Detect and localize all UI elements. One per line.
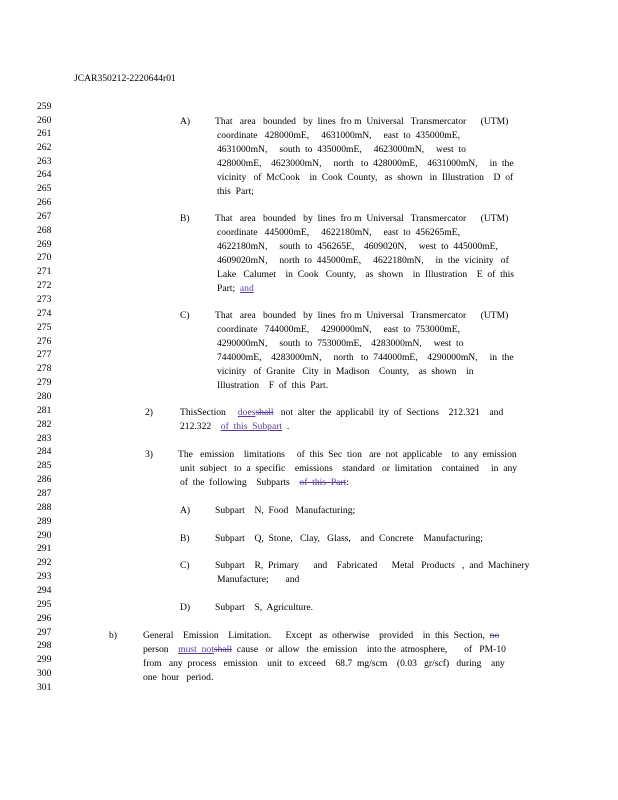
- subitem-text: Subpart S, Agriculture.: [215, 602, 314, 613]
- line-number: 264: [37, 169, 52, 180]
- deleted-text: of this Part: [299, 477, 347, 488]
- item-2-line2-pre: 212.322: [180, 421, 212, 432]
- line-number: 291: [37, 543, 52, 554]
- item-b-lower-line1-text: General Emission Limitation. Except as otherwise provided in this Section,: [143, 630, 485, 641]
- item-b-lower-line-2: [143, 645, 506, 655]
- inserted-text: must not: [178, 644, 214, 655]
- item-a-line: 4631000mN, south to 435000mE, 4623000mN, west to: [217, 144, 466, 155]
- line-number: 287: [37, 488, 52, 499]
- item-c-line: coordinate 744000mE, 4290000mN, east to 753000mE,: [217, 324, 461, 335]
- line-number: 281: [37, 405, 52, 416]
- item-3-marker: 3): [145, 449, 153, 460]
- line-number: 277: [37, 349, 52, 360]
- item-b-lower-line-1: [143, 631, 499, 641]
- subitem-marker: C): [180, 560, 190, 571]
- item-a-line: That area bounded by lines fro m Universal Transmercator (UTM): [215, 116, 509, 127]
- item-2-line2-post: .: [282, 421, 290, 432]
- item-3-line3-pre: of the following Subparts: [180, 477, 290, 488]
- item-c-marker: C): [180, 310, 190, 321]
- line-number: 275: [37, 322, 52, 333]
- item-b-last-text: Part;: [217, 283, 236, 294]
- inserted-text: of this Subpart: [220, 421, 283, 432]
- line-number: 289: [37, 516, 52, 527]
- line-number: 290: [37, 530, 52, 541]
- line-number: 266: [37, 197, 52, 208]
- item-a-line: 428000mE, 4623000mN, north to 428000mE, 4631000mN, in the: [217, 158, 514, 169]
- item-a-line: this Part;: [217, 186, 254, 197]
- line-number: 295: [37, 599, 52, 610]
- item-c-line: That area bounded by lines fro m Universal Transmercator (UTM): [215, 310, 509, 321]
- document-header: JCAR350212-2220644r01: [74, 73, 176, 84]
- line-number: 288: [37, 502, 52, 513]
- item-b-line: Lake Calumet in Cook County, as shown in Illustration E of this: [217, 269, 515, 280]
- subitem-text: Subpart N, Food Manufacturing;: [215, 505, 356, 516]
- item-a-line: coordinate 428000mE, 4631000mN, east to 435000mE,: [217, 130, 461, 141]
- item-b-line: 4609020mN, north to 445000mE, 4622180mN, in the vicinity of: [217, 255, 509, 266]
- item-3-line: unit subject to a specific emissions standard or limitation contained in any: [180, 463, 518, 474]
- item-a-marker: A): [180, 116, 191, 127]
- item-2-line-2: [180, 422, 289, 432]
- line-number: 296: [37, 613, 52, 624]
- line-number: 284: [37, 446, 52, 457]
- item-2-rest: not alter the applicabil ity of Sections 212.321 and: [273, 407, 504, 418]
- line-number: 278: [37, 363, 52, 374]
- line-number: 293: [37, 571, 52, 582]
- deleted-text: shall: [213, 644, 233, 655]
- line-number: 260: [37, 115, 52, 126]
- line-number: 274: [37, 308, 52, 319]
- item-c-line: Illustration F of this Part.: [217, 380, 329, 391]
- line-number: 269: [37, 239, 52, 250]
- item-a-line: vicinity of McCook in Cook County, as shown in Illustration D of: [217, 172, 514, 183]
- deleted-text: shall: [255, 407, 274, 418]
- line-number: 292: [37, 557, 52, 568]
- item-b-line: coordinate 445000mE, 4622180mN, east to 456265mE,: [217, 227, 461, 238]
- line-number: 299: [37, 654, 52, 665]
- subitem-text: Subpart R, Primary and Fabricated Metal Products , and Machinery: [215, 560, 530, 571]
- line-number: 297: [37, 627, 52, 638]
- line-number: 280: [37, 391, 52, 402]
- line-number: 276: [37, 336, 52, 347]
- subitem-text: Manufacture; and: [217, 574, 300, 585]
- item-b-lower-line: one hour period.: [143, 672, 214, 683]
- item-c-line: 4290000mN, south to 753000mE, 4283000mN, west to: [217, 338, 464, 349]
- line-number: 259: [37, 101, 52, 112]
- line-number: 265: [37, 183, 52, 194]
- line-number: 272: [37, 280, 52, 291]
- item-b-lower-marker: b): [109, 630, 117, 641]
- line-number: 261: [37, 128, 52, 139]
- line-number: 300: [37, 668, 52, 679]
- line-number: 298: [37, 640, 52, 651]
- item-c-line: vicinity of Granite City in Madison County, as shown in: [217, 366, 474, 377]
- item-b-marker: B): [180, 213, 190, 224]
- line-number: 273: [37, 294, 52, 305]
- line-number: 283: [37, 433, 52, 444]
- item-b-line: That area bounded by lines fro m Universal Transmercator (UTM): [215, 213, 509, 224]
- line-number: 270: [37, 252, 52, 263]
- item-b-lower-line2-pre: person: [143, 644, 169, 655]
- item-2-pre: ThisSection: [180, 407, 226, 418]
- subitem-marker: A): [180, 505, 191, 516]
- deleted-text: no: [489, 630, 500, 641]
- line-number: 279: [37, 377, 52, 388]
- item-3-line: The emission limitations of this Sec tion are not applicable to any emission: [178, 449, 517, 460]
- subitem-text: Subpart Q, Stone, Clay, Glass, and Concrete Manufacturing;: [215, 533, 483, 544]
- line-number: 294: [37, 585, 52, 596]
- line-number: 286: [37, 474, 52, 485]
- item-b-line: 4622180mN, south to 456265E, 4609020N, west to 445000mE,: [217, 241, 498, 252]
- line-number: 285: [37, 460, 52, 471]
- item-2-marker: 2): [145, 407, 153, 418]
- line-number: 282: [37, 419, 52, 430]
- line-number: 262: [37, 142, 52, 153]
- subitem-marker: B): [180, 533, 190, 544]
- item-3-line3-post: :: [346, 477, 349, 488]
- inserted-text: and: [239, 283, 254, 294]
- item-b-lower-line: from any process emission unit to exceed 68.7 mg/scm (0.03 gr/scf) during any: [143, 658, 505, 669]
- inserted-text: does: [237, 407, 256, 418]
- item-3-line-3: [180, 478, 349, 488]
- subitem-marker: D): [180, 602, 191, 613]
- line-number: 263: [37, 156, 52, 167]
- line-number: 271: [37, 266, 52, 277]
- item-b-last-line: [217, 284, 254, 294]
- item-c-line: 744000mE, 4283000mN, north to 744000mE, 4290000mN, in the: [217, 352, 514, 363]
- line-number: 301: [37, 682, 52, 693]
- line-number: 268: [37, 225, 52, 236]
- item-b-lower-line2-post: cause or allow the emission into the atmosphere, of PM-10: [232, 644, 506, 655]
- item-2-line-1: [180, 408, 503, 418]
- line-number: 267: [37, 211, 52, 222]
